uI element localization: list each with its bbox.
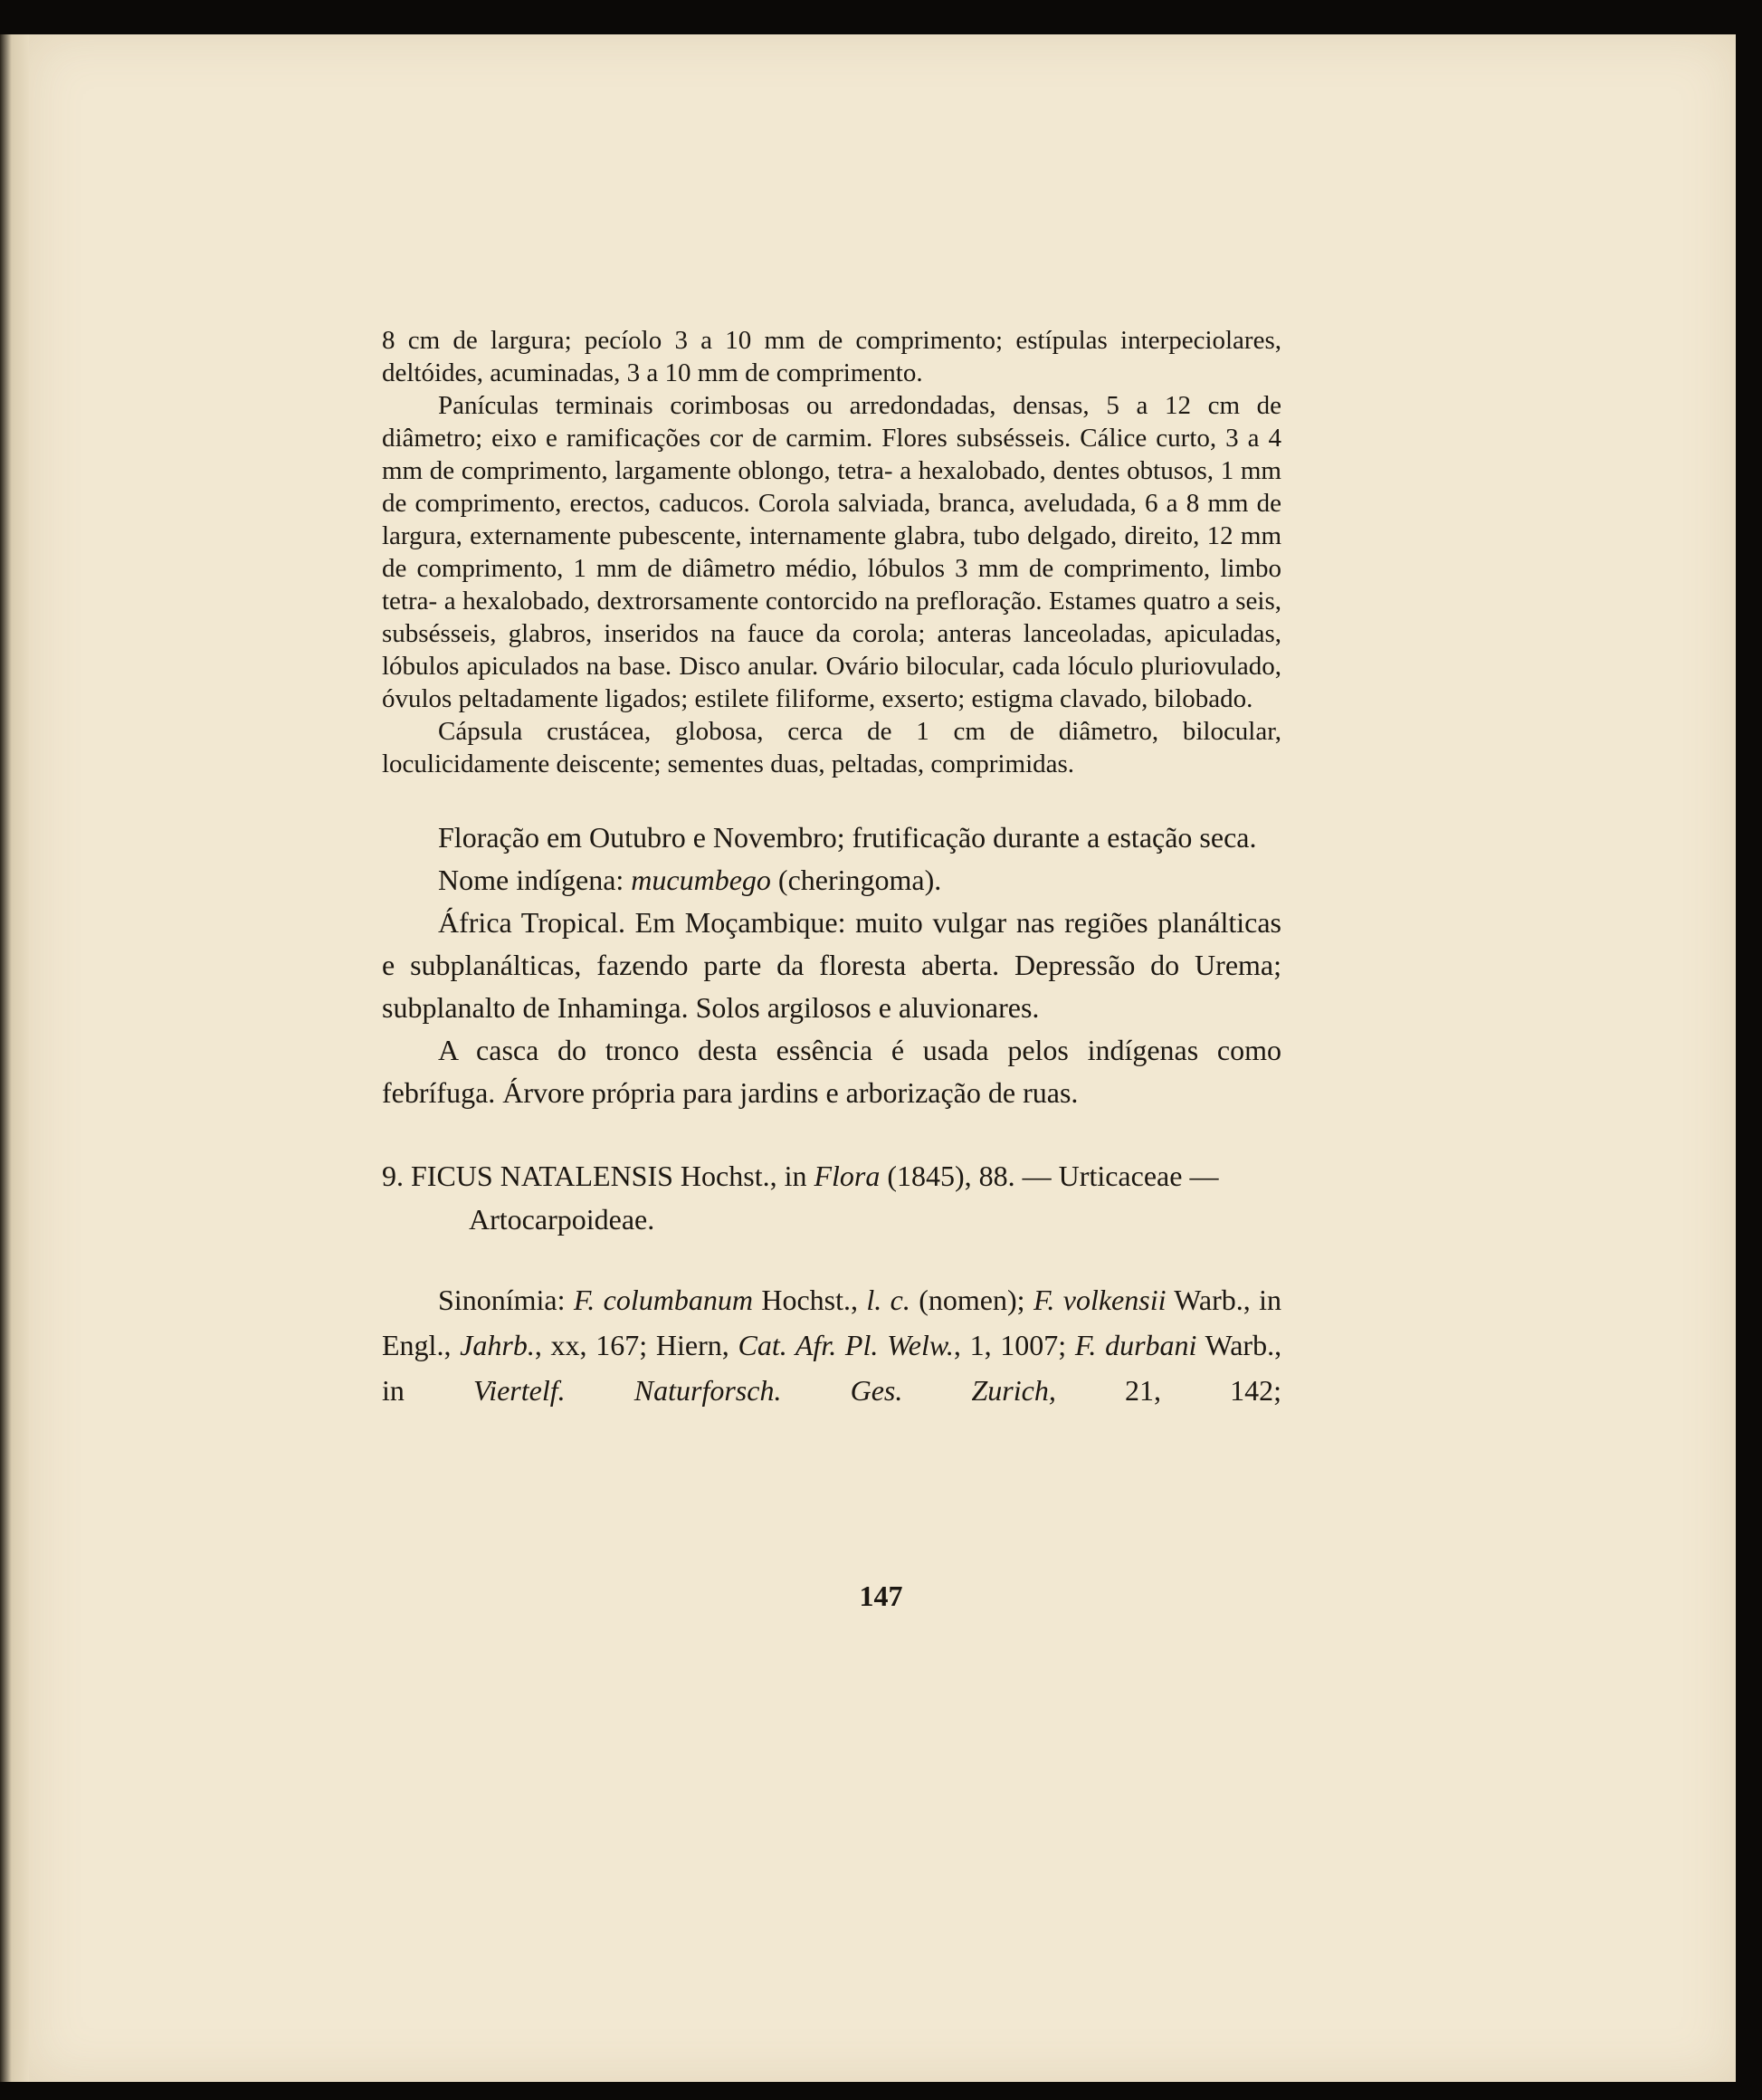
synonym-name: F. durbani (1074, 1329, 1197, 1361)
description-paragraph: Cápsula crustácea, globosa, cerca de 1 cm de diâmetro, bilocular, loculicidamente deiscente; sementes duas, peltadas, comprimidas. (382, 717, 1281, 778)
species-journal: Flora (814, 1160, 881, 1192)
flowering-paragraph: Floração em Outubro e Novembro; frutificação durante a estação seca. (438, 821, 1257, 854)
page-text-block (382, 324, 1281, 1413)
synonym-name: F. columbanum (573, 1284, 753, 1316)
synonym-journal: Viertelf. Naturforsch. Ges. Zurich, (473, 1374, 1056, 1407)
synonym-reference: 21, 142; (1055, 1374, 1282, 1407)
synonym-reference: , 1, 1007; (953, 1329, 1075, 1361)
native-name-region: (cheringoma). (770, 864, 942, 896)
book-gutter (0, 34, 29, 2082)
species-heading (382, 1154, 1281, 1241)
native-name: mucumbego (631, 864, 771, 896)
species-citation: (1845), 88. — Urticaceae — Artocarpoideae. (469, 1160, 1219, 1236)
synonym-catalogue: Cat. Afr. Pl. Welw. (738, 1329, 954, 1361)
native-name-paragraph (382, 859, 1281, 902)
synonym-journal: Jahrb. (460, 1329, 535, 1361)
botanical-description (382, 324, 1281, 780)
synonymy-label: Sinonímia: (438, 1284, 574, 1316)
page-number: 147 (859, 1580, 903, 1612)
synonymy-paragraph (382, 1277, 1281, 1413)
synonym-author: Warb., in Engl., (382, 1284, 1282, 1361)
uses-paragraph: A casca do tronco desta essência é usada pelos indígenas como febrífuga. Árvore própria para jardins e arborização de ruas. (382, 1034, 1281, 1109)
synonym-note: (nomen); (910, 1284, 1033, 1316)
description-paragraph: 8 cm de largura; pecíolo 3 a 10 mm de comprimento; estípulas interpeciolares, deltóides, acuminadas, 3 a 10 mm de comprimento. (382, 326, 1281, 387)
description-paragraph: Panículas terminais corimbosas ou arredondadas, densas, 5 a 12 cm de diâmetro; eixo e ramificações cor de carmim. Flores subsésseis. Cálice curto, 3 a 4 mm de comprimento, largamente oblongo, tetra- a hexalobado, dentes obtusos, 1 mm de comprimento, erectos, caducos. Corola salviada, branca, aveludada, 6 a 8 mm de largura, externamente pubescente, internamente glabra, tubo delgado, direito, 12 mm de comprimento, 1 mm de diâmetro médio, lóbulos 3 mm de comprimento, limbo tetra- a hexalobado, dextrorsamente contorcido na prefloração. Estames quatro a seis, subsésseis, glabros, inseridos na fauce da corola; anteras lanceoladas, apiculadas, lóbulos apiculados na base. Disco anular. Ovário bilocular, cada lóculo pluriovulado, óvulos peltadamente ligados; estilete filiforme, exserto; estigma clavado, bilobado. (382, 391, 1281, 713)
species-notes (382, 816, 1281, 1114)
synonym-author: Hochst., (752, 1284, 867, 1316)
species-name: 9. FICUS NATALENSIS Hochst., in (382, 1160, 814, 1192)
distribution-paragraph: África Tropical. Em Moçambique: muito vulgar nas regiões planálticas e subplanálticas, fazendo parte da floresta aberta. Depressão do Urema; subplanalto de Inhaminga. Solos argilosos e aluvionares. (382, 906, 1281, 1024)
synonym-author: Warb., in (382, 1329, 1282, 1407)
synonym-name: F. volkensii (1033, 1284, 1167, 1316)
native-name-label: Nome indígena: (438, 864, 632, 896)
synonym-reference: l. c. (866, 1284, 910, 1316)
synonym-reference: , xx, 167; Hiern, (534, 1329, 738, 1361)
